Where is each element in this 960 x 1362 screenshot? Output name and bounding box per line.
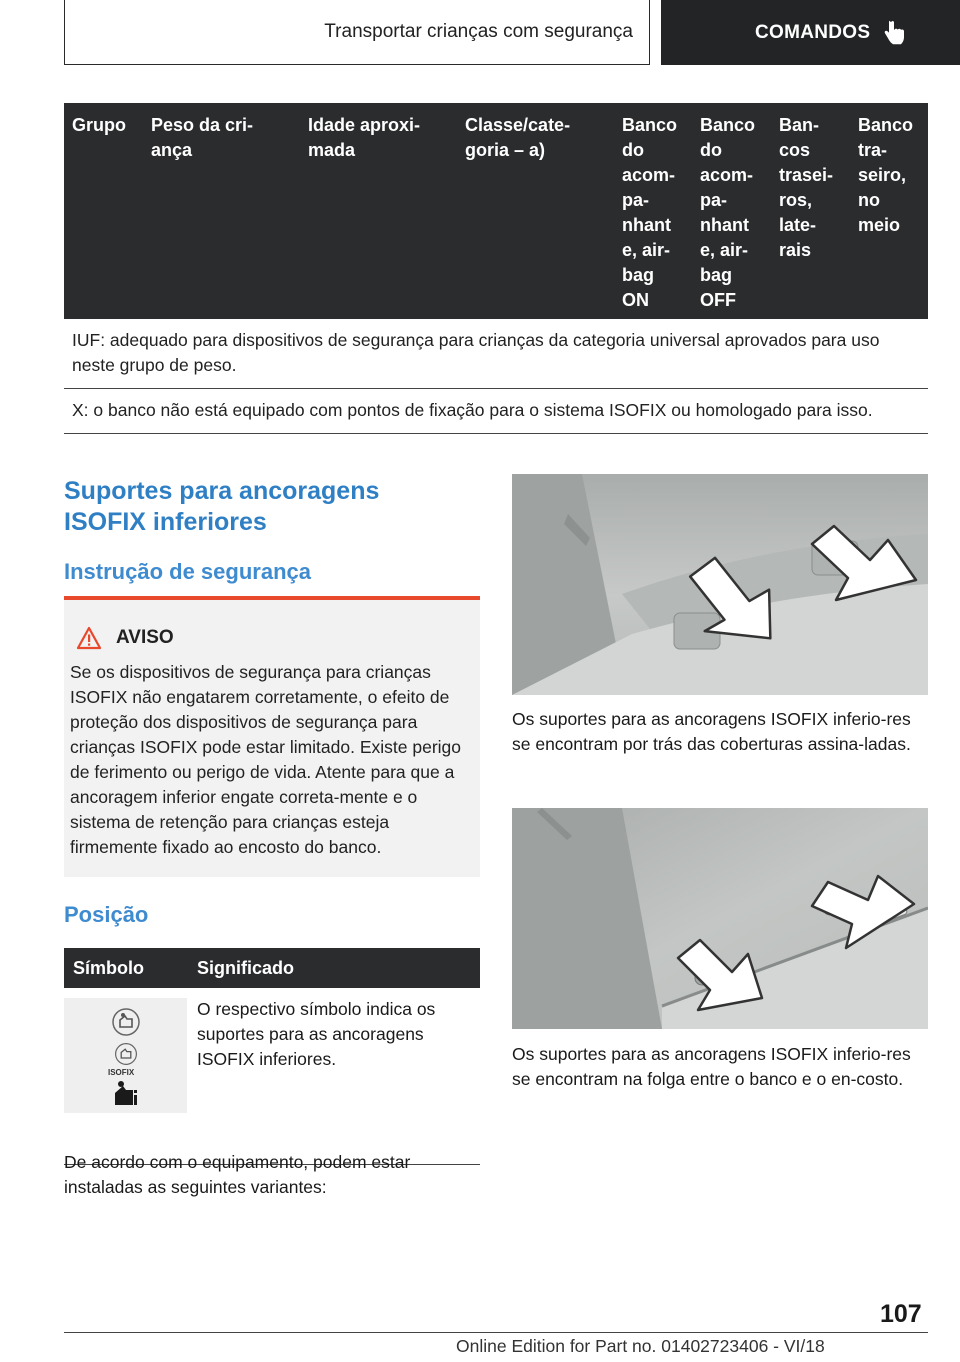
symbol-table-header <box>64 948 480 988</box>
isofix-photo-covers <box>512 474 928 695</box>
position-heading: Posição <box>64 902 149 927</box>
header-cell: Banco do acom-pa-nhant e, air-bag OFF <box>700 115 756 310</box>
table-row: X: o banco não está equipado com pontos de fixação para o sistema ISOFIX ou homologado para isso. <box>64 389 928 434</box>
chapter-label: COMANDOS <box>755 21 871 43</box>
header-cell: Peso da cri-ança <box>151 115 254 160</box>
isofix-symbols <box>64 998 187 1113</box>
table-row <box>64 988 480 1165</box>
table-row: IUF: adequado para dispositivos de segurança para crianças da categoria universal aprovados para uso neste grupo de peso. <box>64 319 928 389</box>
warning-label: AVISO <box>116 627 174 648</box>
variants-paragraph: De acordo com o equipamento, podem estar instaladas as seguintes variantes: <box>64 1152 411 1197</box>
header-cell: Grupo <box>72 115 126 135</box>
symbol-table <box>64 948 480 1165</box>
isofix-info-icon <box>111 1079 141 1109</box>
figure-caption: Os suportes para as ancoragens ISOFIX inferio-res se encontram por trás das coberturas assina-ladas. <box>512 709 911 754</box>
header-cell: Ban-cos trasei-ros, late-rais <box>779 115 834 260</box>
header-section-title: Transportar crianças com segurança <box>64 0 650 65</box>
warning-triangle-icon <box>76 626 102 650</box>
section-title: Suportes para ancoragens ISOFIX inferiores <box>64 477 380 536</box>
warning-title <box>76 624 474 652</box>
hand-pointer-icon <box>884 20 906 46</box>
symbol-meaning: O respectivo símbolo indica os suportes para as ancoragens ISOFIX inferiores. <box>197 999 436 1069</box>
table-header <box>64 103 928 319</box>
edition-text: Online Edition for Part no. 01402723406 - VI/18 <box>456 1336 825 1356</box>
safety-heading: Instrução de segurança <box>64 559 311 584</box>
warning-text: Se os dispositivos de segurança para crianças ISOFIX não engatarem corretamente, o efeito de proteção dos dispositivos de segurança para crianças ISOFIX pode estar limitado. Existe perigo de ferimento ou perigo de vida. Atente para que a ancoragem inferior engate correta-mente e o sistema de retenção para crianças esteja firmemente fixado ao encosto do banco. <box>70 662 462 857</box>
isofix-photo-gap <box>512 808 928 1029</box>
header-cell: Significado <box>197 957 295 978</box>
header-cell: Idade aproxi-mada <box>308 115 421 160</box>
page-number: 107 <box>880 1300 922 1328</box>
figure-caption: Os suportes para as ancoragens ISOFIX inferio-res se encontram na folga entre o banco e o en-costo. <box>512 1044 911 1089</box>
isofix-anchor-icon <box>111 1007 141 1037</box>
isofix-label-icon <box>114 1042 138 1066</box>
header-cell: Banco do acom-pa-nhant e, air-bag ON <box>622 115 678 310</box>
header-chapter-tab[interactable] <box>661 0 960 65</box>
header-cell: Símbolo <box>73 957 144 978</box>
footer-divider <box>64 1332 928 1333</box>
header-cell: Banco tra-seiro, no meio <box>858 115 914 235</box>
header-cell: Classe/cate-goria – a) <box>465 115 571 160</box>
warning-box <box>64 596 480 877</box>
child-seat-table <box>64 103 928 434</box>
isofix-text: ISOFIX <box>108 1068 135 1077</box>
